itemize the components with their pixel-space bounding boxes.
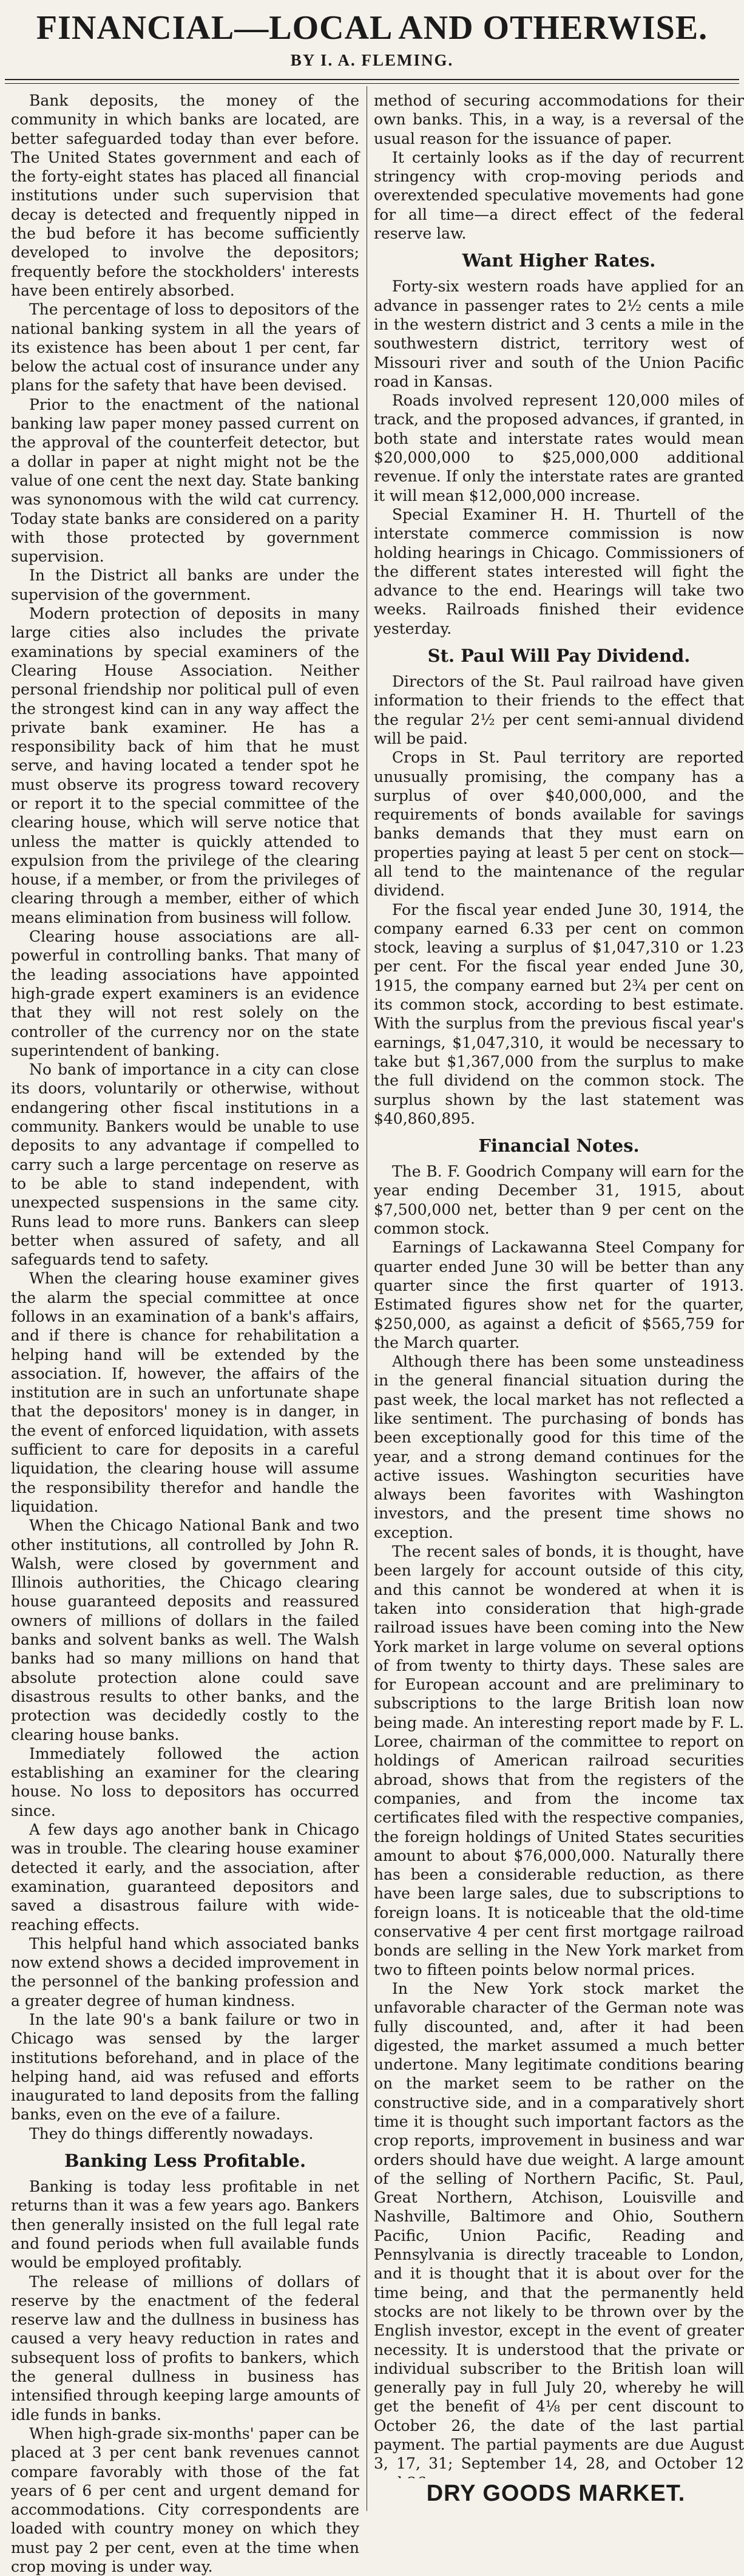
paragraph: Prior to the enactment of the national banking law paper money passed current on the approval of the counterfeit detector, but a dollar in paper at night might not be the value of one cent the next day. State banking was synonomous with the wild cat currency. Today state banks are considered on a parity with those protected by government supervision. bbox=[11, 395, 359, 566]
paragraph: The percentage of loss to depositors of the national banking system in all the years of its existence has been about 1 per cent, far below the actual cost of insurance under any plans for the safety that have been devised. bbox=[11, 301, 359, 395]
paragraph: When the clearing house examiner gives the alarm the special committee at once follows in an examination of a bank's affairs, and if there is chance for rehabilitation a helping hand will be extended by the association. If, however, the affairs of the institution are in such an unfortunate shape that the depositors' money is in danger, in the event of enforced liquidation, with assets sufficient to care for deposits in a careful liquidation, the clearing house will assume the responsibility therefor and handle the liquidation. bbox=[11, 1269, 359, 1515]
paragraph: Directors of the St. Paul railroad have given information to their friends to the effect that the regular 2½ per cent semi-annual dividend will be paid. bbox=[374, 673, 744, 747]
paragraph: The release of millions of dollars of reserve by the enactment of the federal reserve law and the dullness in business has caused a very heavy reduction in rates and subsequent loss of profits to bankers, which the general dullness in business has intensified through keeping large amounts of idle funds in banks. bbox=[11, 2272, 359, 2424]
byline: BY I. A. FLEMING. bbox=[290, 51, 454, 69]
headline: FINANCIAL—LOCAL AND OTHERWISE. bbox=[36, 9, 708, 47]
paragraph: Crops in St. Paul territory are reported unusually promising, the company has a surplus of over $40,000,000, and the requirements of bonds available for savings banks demands that they must earn on properties paying at least 5 per cent on stock—all tend to the maintenance of the regular dividend. bbox=[374, 749, 744, 900]
paragraph: Clearing house associations are all-powerful in controlling banks. That many of the leading associations have appointed high-grade expert examiners is an evidence that they will not rest solely on the controller of the currency nor on the state superintendent of banking. bbox=[11, 928, 359, 1059]
subheading: Financial Notes. bbox=[478, 1135, 640, 1157]
paragraph: In the District all banks are under the supervision of the government. bbox=[11, 566, 359, 603]
paragraph: Special Examiner H. H. Thurtell of the interstate commerce commission is now holding hearings in Chicago. Commissioners of the different states interested will fight the advance to the end. Hearings will take two weeks. Railroads finished their evidence yesterday. bbox=[374, 505, 744, 637]
paragraph: When the Chicago National Bank and two other institutions, all controlled by John R. Walsh, were closed by government and Illinois authorities, the Chicago clearing house guaranteed deposits and reassured owners of millions of dollars in the failed banks and solvent banks as well. The Walsh banks had so many millions on hand that absolute protection alone could save disastrous results to other banks, and the protection was decidedly costly to the clearing house banks. bbox=[11, 1517, 359, 1744]
right-column bbox=[374, 91, 744, 2511]
header-rule-thin bbox=[5, 83, 739, 84]
paragraph: It certainly looks as if the day of recurrent stringency with crop-moving periods and overextended speculative movements had gone for all time—a direct effect of the federal reserve law. bbox=[374, 148, 744, 243]
paragraph: For the fiscal year ended June 30, 1914, the company earned 6.33 per cent on common stock, leaving a surplus of $1,047,310 or 1.23 per cent. For the fiscal year ended June 30, 1915, the company earned but 2¾ per cent on its common stock, according to best estimate. With the surplus from the previous fiscal year's earnings, $1,047,310, it would be necessary to take but $1,367,000 from the surplus to make the full dividend on the common stock. The surplus shown by the last statement was $40,860,895. bbox=[374, 900, 744, 1127]
paragraph: Bank deposits, the money of the community in which banks are located, are better safeguarded today than ever before. The United States government and each of the forty-eight states has placed all financial institutions under such supervision that decay is detected and frequently nipped in the bud before it has become sufficiently developed to involve the depositors; frequently before the stockholders' interests have been entirely absorbed. bbox=[11, 92, 359, 299]
paragraph: Forty-six western roads have applied for an advance in passenger rates to 2½ cents a mile in the western district and 3 cents a mile in the southwestern district, territory west of Missouri river and south of the Union Pacific road in Kansas. bbox=[374, 277, 744, 390]
paragraph: In the New York stock market the unfavorable character of the German note was fully discounted, and, after it had been digested, the market assumed a much better undertone. Many legitimate conditions bearing on the market seem to be rather on the constructive side, and in a comparatively short time it is thought such important factors as the crop reports, improvement in business and war orders should have due weight. A large amount of the selling of Northern Pacific, St. Paul, Great Northern, Atchison, Louisville and Nashville, Baltimore and Ohio, Southern Pacific, Union Pacific, Reading and Pennsylvania is directly traceable to London, and it is thought that it is about over for the time being, and that the permanently held stocks are not likely to be thrown over by the English investor, except in the event of greater necessity. It is understood that the private or individual subscriber to the British loan will generally pay in full July 20, whereby he will get the benefit of 4⅛ per cent discount to October 26, the date of the last partial payment. The partial payments are due August 3, 17, 31; September 14, 28, and October 12 bbox=[374, 1979, 744, 2473]
paragraph: No bank of importance in a city can close its doors, voluntarily or otherwise, without endangering other fiscal institutions in a community. Bankers would be unable to use deposits to any advantage if compelled to carry such a large percentage on reserve as to be able to stand independent, with unexpected suspensions in the same city. Runs lead to more runs. Bankers can sleep better when assured of safety, and all safeguards tend to safety. bbox=[11, 1061, 359, 1269]
paragraph: Banking is today less profitable in net returns than it was a few years ago. Bankers then generally insisted on the full legal rate and found periods when full available funds would be employed profitably. bbox=[11, 2178, 359, 2272]
paragraph: A few days ago another bank in Chicago was in trouble. The clearing house examiner detected it early, and the association, after examination, guaranteed depositors and saved a disastrous failure with wide-reaching effects. bbox=[11, 1821, 359, 1934]
paragraph: Although there has been some unsteadiness in the general financial situation during the past week, the local market has not reflected a like sentiment. The purchasing of bonds has been exceptionally good for this time of the year, and a strong demand continues for the active issues. Washington securities have always been favorites with Washington investors, and the present time shows no exception. bbox=[374, 1353, 744, 1541]
paragraph: Earnings of Lackawanna Steel Company for quarter ended June 30 will be better than any quarter since the first quarter of 1913. Estimated figures show net for the quarter, $250,000, as against a deficit of $565,759 for the March quarter. bbox=[374, 1239, 744, 1351]
subheading: Banking Less Profitable. bbox=[64, 2150, 306, 2172]
paragraph: The recent sales of bonds, it is thought, have been largely for account outside of this city, and this cannot be wondered at when it is taken into consideration that high-grade railroad issues have been coming into the New York market in large volume on several options of from twenty to thirty days. These sales are for European account and are preliminary to subscriptions to the large British loan now being made. An interesting report made by F. L. Loree, chairman of the committee to report on holdings of American railroad securities abroad, shows that from the registers of the companies, and from the income tax certificates filed with the respective companies, the foreign holdings of United States securities amount to about $76,000,000. Naturally there has been a considerable reduction, as there have been large sales, due to subscriptions to foreign loans. It is noticeable that the old-time conservative 4 per cent first mortgage railroad bonds are selling in the New York market from two to fifteen points below normal prices. bbox=[374, 1543, 744, 1979]
paragraph: They do things differently nowadays. bbox=[29, 2124, 314, 2143]
paragraph: When high-grade six-months' paper can be placed at 3 per cent bank revenues cannot compare favorably with those of the fat years of 6 per cent and urgent demand for accommodations. City correspondents are loaded with country money on which they must pay 2 per cent, even at the time when crop moving is under way. bbox=[11, 2424, 359, 2575]
paragraph: The B. F. Goodrich Company will earn for the year ending December 31, 1915, about $7,500,000 net, better than 9 per cent on the common stock. bbox=[374, 1163, 744, 1238]
subheading: St. Paul Will Pay Dividend. bbox=[427, 645, 691, 667]
section-heading-dry-goods-market: DRY GOODS MARKET. bbox=[374, 2478, 738, 2509]
paragraph: Roads involved represent 120,000 miles of track, and the proposed advances, if granted, in both state and interstate rates would mean $20,000,000 to $25,000,000 additional revenue. If only the interstate rates are granted it will mean $12,000,000 increase. bbox=[374, 392, 744, 505]
header-rule bbox=[5, 79, 739, 80]
paragraph: Immediately followed the action establishing an examiner for the clearing house. No loss to depositors has occurred since. bbox=[11, 1744, 359, 1820]
subheading: Want Higher Rates. bbox=[462, 250, 656, 271]
paragraph: This helpful hand which associated banks now extend shows a decided improvement in the personnel of the banking profession and a greater degree of human kindness. bbox=[11, 1934, 359, 2010]
paragraph: Modern protection of deposits in many large cities also includes the private examinations by special examiners of the Clearing House Association. Neither personal friendship nor political pull of even the strongest kind can in any way affect the private bank examiner. He has a responsibility back of him that he must serve, and having located a tender spot he must observe its progress toward recovery or report it to the special committee of the clearing house, which will serve notice that unless the matter is quickly attended to expulsion from the privilege of the clearing house, if a member, or from the privileges of clearing through a member, either of which means elimination from business will follow. bbox=[11, 605, 359, 926]
paragraph: method of securing accommodations for their own banks. This, in a way, is a reversal of the usual reason for the issuance of paper. bbox=[374, 92, 744, 148]
left-column bbox=[11, 91, 359, 2575]
paragraph: In the late 90's a bank failure or two in Chicago was sensed by the larger institutions beforehand, and in place of the helping hand, aid was refused and efforts inaugurated to land deposits from the falling banks, even on the eve of a failure. bbox=[11, 2010, 359, 2124]
